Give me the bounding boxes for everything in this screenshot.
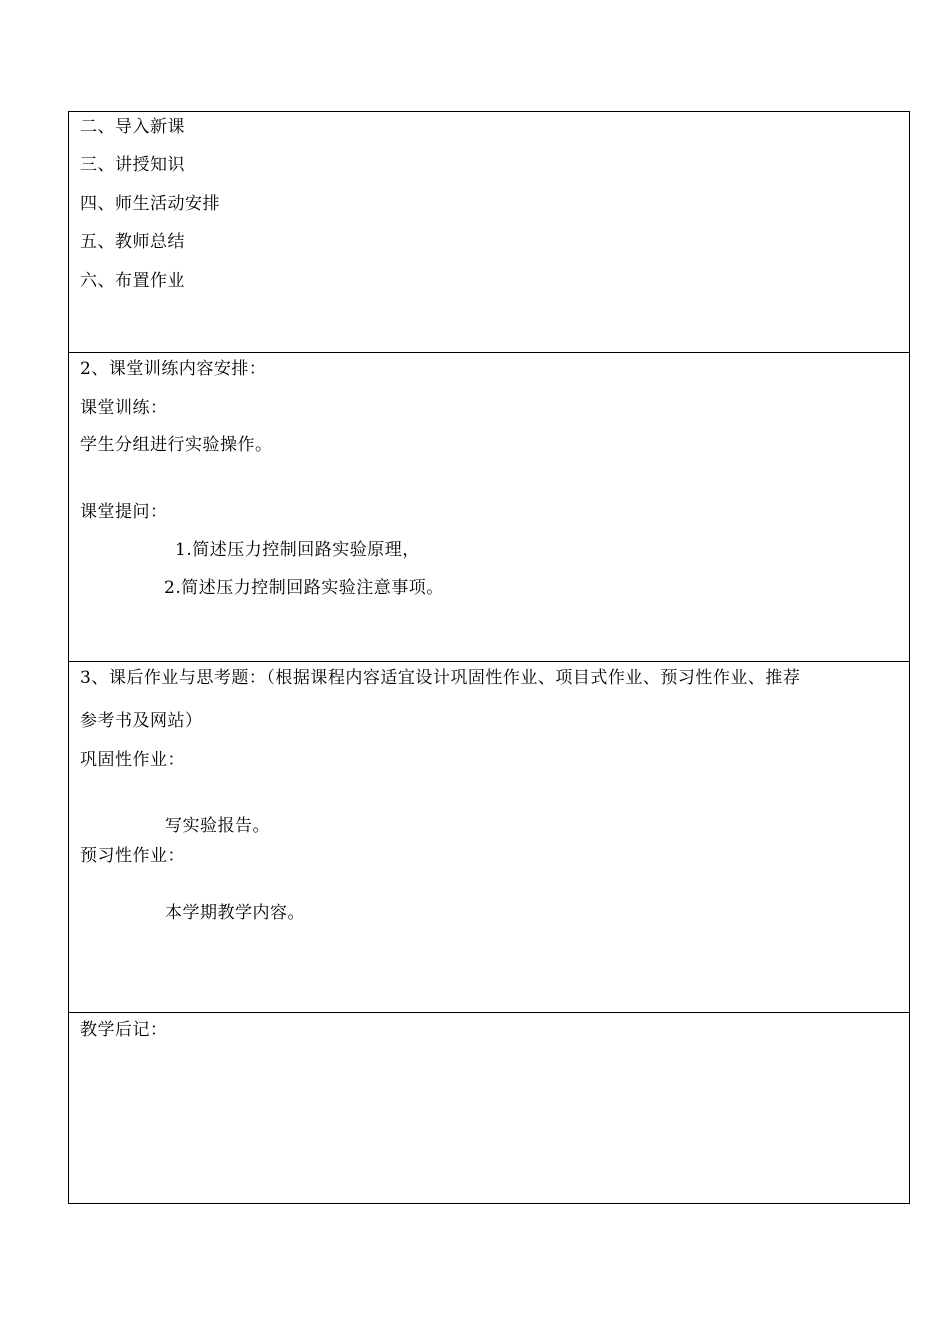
training-text: 学生分组进行实验操作。 [80,435,273,455]
step-item: 三、讲授知识 [80,155,185,175]
step-item: 五、教师总结 [80,232,185,252]
training-cell [69,353,910,662]
steps-cell [69,112,910,353]
step-item: 四、师生活动安排 [80,194,220,214]
training-row [69,353,910,662]
step-item: 二、导入新课 [80,117,185,137]
consolidation-text: 写实验报告。 [165,816,270,836]
homework-row [69,662,910,1013]
preview-text: 本学期教学内容。 [165,903,305,923]
question-1: 1.简述压力控制回路实验原理， [175,540,420,560]
preview-label: 预习性作业： [80,846,185,866]
training-heading: 2、课堂训练内容安排： [80,359,267,379]
lesson-plan-table [68,111,910,1204]
notes-cell [69,1013,910,1204]
homework-heading-line1: 3、课后作业与思考题：（根据课程内容适宜设计巩固性作业、项目式作业、预习性作业、推荐 [80,668,801,688]
consolidation-label: 巩固性作业： [80,750,185,770]
notes-row [69,1013,910,1204]
training-label: 课堂训练： [80,398,168,418]
step-item: 六、布置作业 [80,271,185,291]
question-2: 2.简述压力控制回路实验注意事项。 [164,578,444,598]
steps-row [69,112,910,353]
homework-cell [69,662,910,1013]
homework-heading-line2: 参考书及网站） [80,711,203,731]
questions-label: 课堂提问： [80,502,168,522]
notes-label: 教学后记： [80,1020,168,1040]
